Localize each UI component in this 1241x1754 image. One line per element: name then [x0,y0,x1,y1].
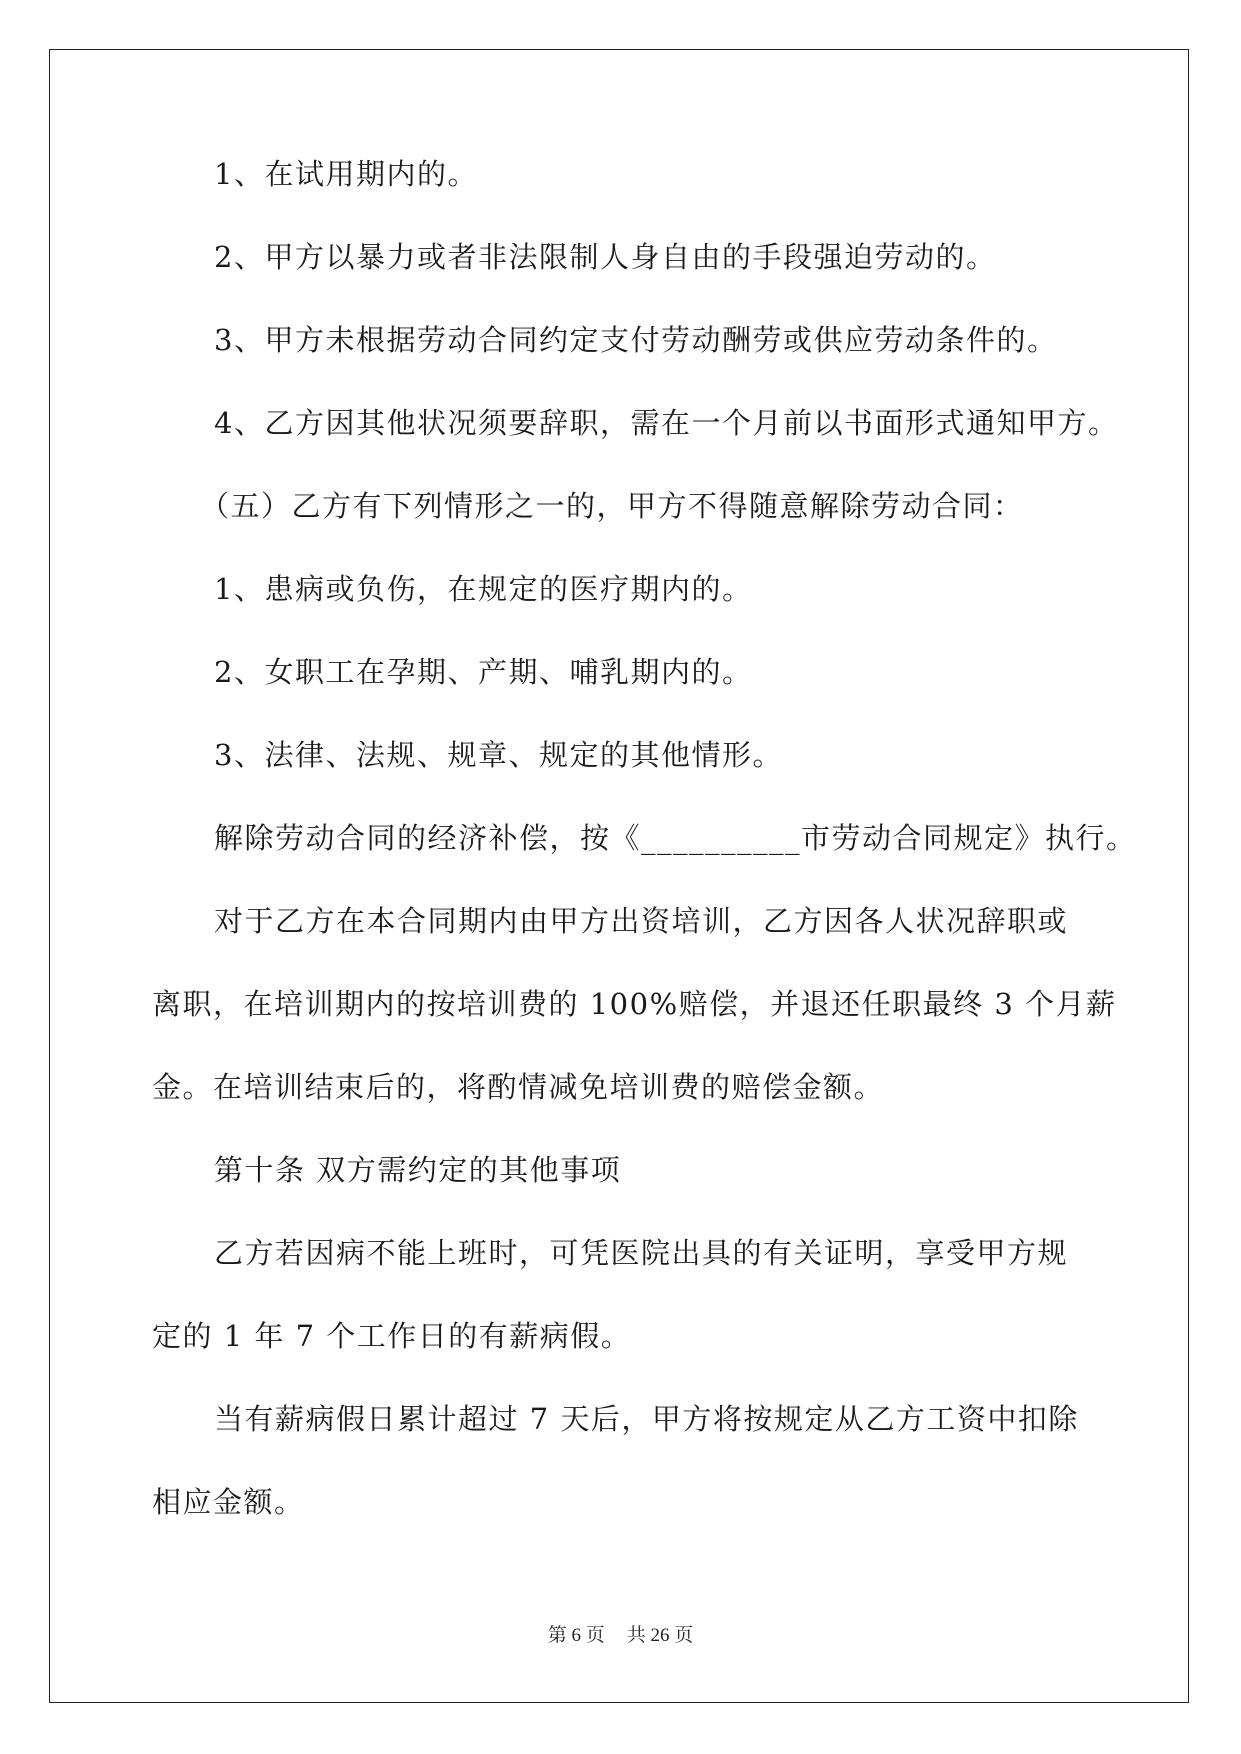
paragraph-line: 离职，在培训期内的按培训费的 100%赔偿，并退还任职最终 3 个月薪 [152,987,1117,1021]
page-border [49,49,1189,1703]
section-heading: （五）乙方有下列情形之一的，甲方不得随意解除劳动合同： [200,489,1024,523]
page-number: 第 6 页 [547,1625,605,1646]
paragraph-line: 3、法律、法规、规章、规定的其他情形。 [214,738,783,772]
paragraph-line: 对于乙方在本合同期内由甲方出资培训，乙方因各人状况辞职或 [214,904,1069,938]
paragraph-line: 2、女职工在孕期、产期、哺乳期内的。 [214,655,753,689]
paragraph-line: 乙方若因病不能上班时，可凭医院出具的有关证明，享受甲方规 [214,1236,1069,1270]
paragraph-line: 当有薪病假日累计超过 7 天后，甲方将按规定从乙方工资中扣除 [214,1402,1079,1436]
paragraph-line: 1、在试用期内的。 [214,157,478,191]
paragraph-line: 1、患病或负伤，在规定的医疗期内的。 [214,572,753,606]
paragraph-line: 解除劳动合同的经济补偿，按《__________市劳动合同规定》执行。 [214,821,1137,855]
page-total: 共 26 页 [626,1625,694,1646]
paragraph-line: 定的 1 年 7 个工作日的有薪病假。 [152,1319,632,1353]
paragraph-line: 金。在培训结束后的，将酌情减免培训费的赔偿金额。 [152,1070,885,1104]
paragraph-line: 3、甲方未根据劳动合同约定支付劳动酬劳或供应劳动条件的。 [214,323,1058,357]
page-footer [0,1620,1241,1647]
paragraph-line: 4、乙方因其他状况须要辞职，需在一个月前以书面形式通知甲方。 [214,406,1119,440]
paragraph-line: 相应金额。 [152,1485,305,1519]
article-heading: 第十条 双方需约定的其他事项 [214,1153,622,1187]
paragraph-line: 2、甲方以暴力或者非法限制人身自由的手段强迫劳动的。 [214,240,997,274]
